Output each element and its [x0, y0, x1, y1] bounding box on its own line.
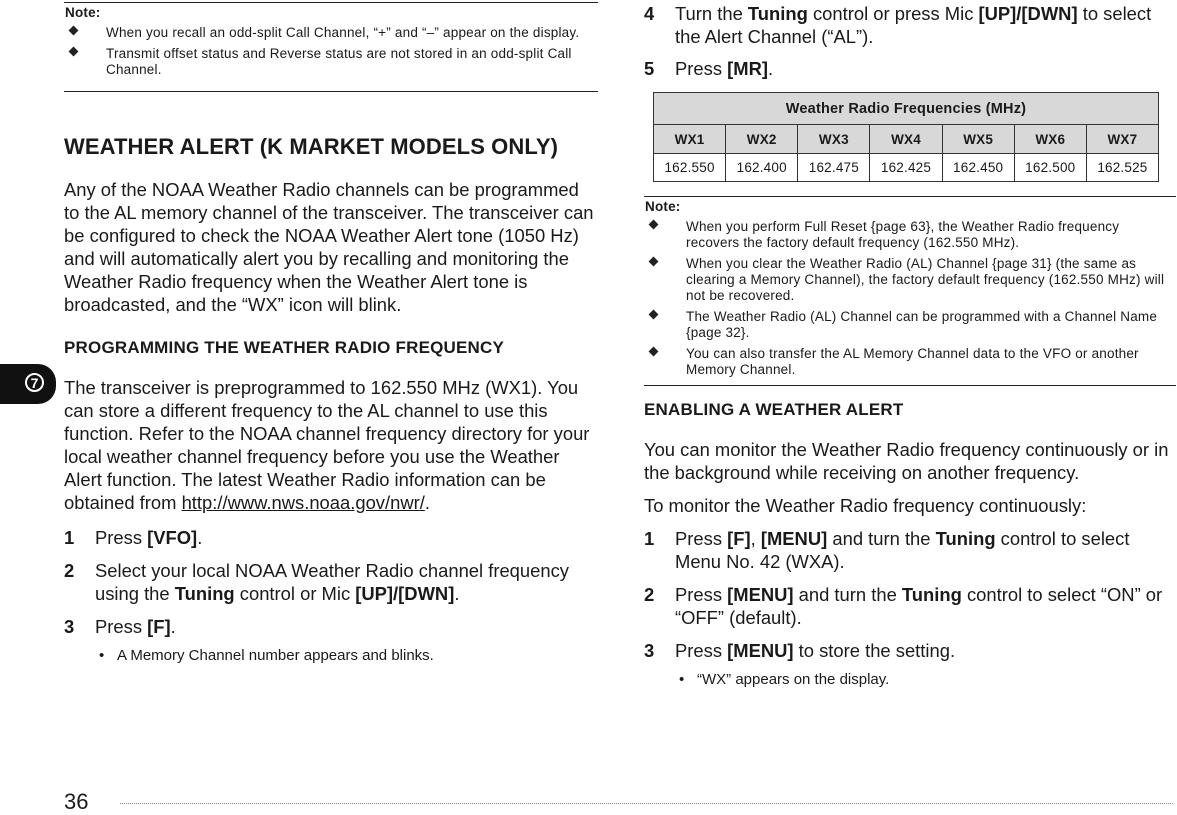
note-item: You can also transfer the AL Memory Channel data to the VFO or another Memory Channel. [644, 346, 1176, 378]
step-item: 3 Press [F]. [64, 616, 176, 637]
noaa-link[interactable]: http://www.nws.noaa.gov/nwr/ [181, 492, 425, 513]
step-item: 1 Press [F], [MENU] and turn the Tuning control to select Menu No. 42 (WXA). [644, 528, 1130, 572]
sub-bullet: • A Memory Channel number appears and blinks. [99, 647, 434, 664]
diamond-bullet-icon [69, 47, 79, 57]
page-number: 36 [64, 789, 89, 814]
preprogrammed-paragraph: The transceiver is preprogrammed to 162.550 MHz (WX1). You can store a different frequency to the AL channel to use this function. Refer to the NOAA channel frequency directory for your local weather channel frequency before you use the Weather Alert function. The latest Weather Radio information can be obtained from http://www.nws.noaa.gov/nwr/. [64, 377, 590, 513]
dot-bullet-icon: • [99, 647, 105, 664]
note-item: Transmit offset status and Reverse status are not stored in an odd-split Call Channel. [64, 46, 598, 78]
step-item: 1 Press [VFO]. [64, 527, 203, 548]
note-item: When you perform Full Reset {page 63}, the Weather Radio frequency recovers the factory default frequency (162.550 MHz). [644, 219, 1176, 251]
step-item: 5 Press [MR]. [644, 58, 774, 79]
section-title: WEATHER ALERT (K MARKET MODELS ONLY) [64, 134, 559, 159]
note-title: Note: [645, 199, 681, 214]
frequency-cell: 162.475 [798, 154, 870, 182]
channel-header: WX5 [942, 125, 1014, 154]
footer-divider [120, 803, 1173, 804]
note-item: When you clear the Weather Radio (AL) Channel {page 31} (the same as clearing a Memory Channel), the factory default frequency (162.550 MHz) will not be recovered. [644, 256, 1176, 304]
note-item: When you recall an odd-split Call Channel, “+” and “–” appear on the display. [64, 25, 598, 41]
frequency-cell: 162.500 [1014, 154, 1086, 182]
note-title: Note: [65, 5, 101, 20]
table-row [654, 154, 1159, 182]
dot-bullet-icon: • [679, 671, 685, 688]
step-item: 2 Select your local NOAA Weather Radio channel frequency using the Tuning control or Mic [UP]/[DWN]. [64, 560, 569, 604]
steps-list [644, 527, 1176, 662]
frequency-cell: 162.425 [870, 154, 942, 182]
steps-list [64, 526, 598, 638]
channel-header: WX7 [1086, 125, 1158, 154]
channel-header: WX4 [870, 125, 942, 154]
right-column [644, 0, 1176, 690]
diamond-bullet-icon [649, 347, 659, 357]
subsection-title: PROGRAMMING THE WEATHER RADIO FREQUENCY [64, 338, 505, 357]
chapter-tab [0, 364, 56, 404]
note-box [64, 2, 598, 92]
frequency-cell: 162.450 [942, 154, 1014, 182]
diamond-bullet-icon [649, 257, 659, 267]
monitor-paragraph: You can monitor the Weather Radio frequency continuously or in the background while receiving on another frequency. [644, 439, 1169, 483]
monitor-continuously-paragraph: To monitor the Weather Radio frequency continuously: [644, 495, 1087, 516]
note-item: The Weather Radio (AL) Channel can be programmed with a Channel Name {page 32}. [644, 309, 1176, 341]
step-item: 4 Turn the Tuning control or press Mic [UP]/[DWN] to select the Alert Channel (“AL”). [644, 3, 1152, 47]
step-item: 3 Press [MENU] to store the setting. [644, 640, 956, 661]
channel-header: WX3 [798, 125, 870, 154]
intro-paragraph: Any of the NOAA Weather Radio channels can be programmed to the AL memory channel of the transceiver. The transceiver can be configured to check the NOAA Weather Alert tone (1050 Hz) and will automatically alert you by recalling and monitoring the Weather Radio frequency when the Weather Alert tone is broadcasted, and the “WX” icon will blink. [64, 179, 594, 315]
frequency-cell: 162.400 [726, 154, 798, 182]
weather-frequency-table [653, 92, 1159, 182]
table-title: Weather Radio Frequencies (MHz) [654, 93, 1159, 125]
channel-header: WX6 [1014, 125, 1086, 154]
subsection-title: ENABLING A WEATHER ALERT [644, 400, 904, 419]
chapter-number: 7 [25, 373, 44, 392]
channel-header: WX2 [726, 125, 798, 154]
note-box [644, 196, 1176, 386]
step-item: 2 Press [MENU] and turn the Tuning control to select “ON” or “OFF” (default). [644, 584, 1163, 628]
diamond-bullet-icon [649, 220, 659, 230]
frequency-cell: 162.525 [1086, 154, 1158, 182]
diamond-bullet-icon [69, 26, 79, 36]
frequency-cell: 162.550 [654, 154, 726, 182]
left-column [64, 0, 598, 666]
steps-list [644, 2, 1176, 80]
sub-bullet: • “WX” appears on the display. [679, 671, 890, 688]
channel-header: WX1 [654, 125, 726, 154]
diamond-bullet-icon [649, 310, 659, 320]
